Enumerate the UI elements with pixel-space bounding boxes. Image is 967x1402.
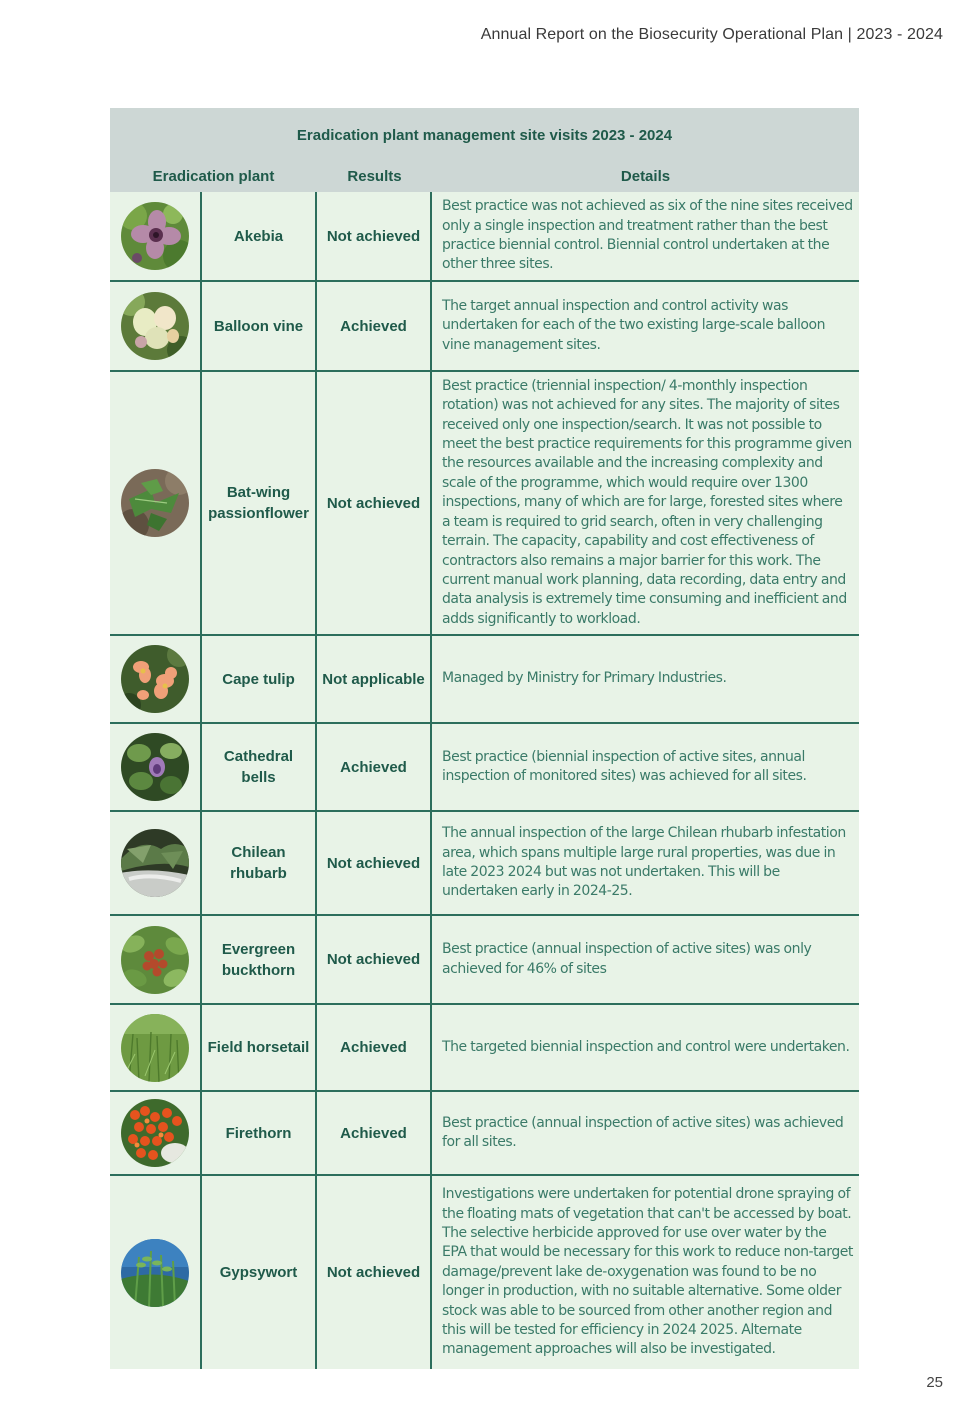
gypsywort-photo xyxy=(121,1239,189,1307)
column-header-details: Details xyxy=(620,168,671,185)
plant-name: Gypsywort xyxy=(202,1176,317,1369)
cathedral-bells-photo xyxy=(121,733,189,801)
table-row xyxy=(110,372,859,636)
column-header-results: Results xyxy=(347,168,402,185)
details-text: Best practice (triennial inspection/ 4-monthly inspection rotation) was not achieved for any sites. The majority of sites received only one inspection/search. It was not possible to meet the best practice requirements for this programme given the resources available and the increasing complexity and scale of the programme, which would require over 1300 inspections, many of which are for large, forested sites where a team is required to grid search, often in very challenging terrain. The capacity, capability and cost effectiveness of contractors also remains a major barrier for this work. The current manual work planning, data recording, data entry and data analysis is extremely time consuming and inefficient and adds significantly to workload. xyxy=(442,377,852,627)
table-title: Eradication plant management site visits 2023 - 2024 xyxy=(110,108,859,160)
details-text: Best practice was not achieved as six of the nine sites received only a single inspection and treatment rather than the best practice biennial control. Biennial control undertaken at the other three sites. xyxy=(442,198,853,273)
details-text: Investigations were undertaken for potential drone spraying of the floating mats of vegetation that can't be accessed by boat. The selective herbicide approved for use over water by the EPA that would be necessary for this work to reduce non-target damage/prevent lake de-oxygenation was found to be no longer in production, with no suitable alternative. Some older stock was able to be sourced from other another region and this will be tested for efficiency in 2024 2025. Alternate management approaches will also be investigated. xyxy=(442,1186,853,1358)
table-row xyxy=(110,916,859,1005)
table-row xyxy=(110,1176,859,1369)
plant-name: Evergreen buckthorn xyxy=(202,916,317,1003)
plant-name: Akebia xyxy=(202,192,317,280)
eradication-table xyxy=(110,108,859,1369)
table-row xyxy=(110,282,859,372)
table-row xyxy=(110,724,859,812)
result-status: Achieved xyxy=(317,282,432,370)
evergreen-buckthorn-photo xyxy=(121,926,189,994)
page-header: Annual Report on the Biosecurity Operational Plan | 2023 - 2024 xyxy=(480,26,943,43)
result-status: Not achieved xyxy=(317,1176,432,1369)
details-text: Best practice (annual inspection of active sites) was achieved for all sites. xyxy=(442,1114,844,1150)
details-text: Best practice (biennial inspection of active sites, annual inspection of monitored sites) was achieved for all sites. xyxy=(442,748,807,784)
table-row xyxy=(110,812,859,916)
firethorn-photo xyxy=(121,1099,189,1167)
result-status: Not applicable xyxy=(317,636,432,722)
plant-name: Firethorn xyxy=(202,1092,317,1174)
details-text: The targeted biennial inspection and control were undertaken. xyxy=(442,1038,850,1055)
result-status: Not achieved xyxy=(317,192,432,280)
balloon-vine-photo xyxy=(121,292,189,360)
result-status: Achieved xyxy=(317,1005,432,1090)
result-status: Achieved xyxy=(317,724,432,810)
table-row xyxy=(110,1005,859,1092)
plant-name: Cathedral bells xyxy=(202,724,317,810)
plant-name: Field horsetail xyxy=(202,1005,317,1090)
chilean-rhubarb-photo xyxy=(121,829,189,897)
table-row xyxy=(110,636,859,724)
details-text: Managed by Ministry for Primary Industries. xyxy=(442,670,727,687)
result-status: Not achieved xyxy=(317,372,432,634)
table-row xyxy=(110,192,859,282)
column-header-plant: Eradication plant xyxy=(152,168,275,185)
field-horsetail-photo xyxy=(121,1014,189,1082)
akebia-flower-photo xyxy=(121,202,189,270)
details-text: Best practice (annual inspection of active sites) was only achieved for 46% of sites xyxy=(442,941,812,977)
plant-name: Bat-wing passionflower xyxy=(202,372,317,634)
result-status: Not achieved xyxy=(317,812,432,914)
plant-name: Cape tulip xyxy=(202,636,317,722)
details-text: The target annual inspection and control activity was undertaken for each of the two existing large-scale balloon vine management sites. xyxy=(442,297,826,353)
table-row xyxy=(110,1092,859,1176)
bat-wing-passionflower-photo xyxy=(121,469,189,537)
table-header-row xyxy=(110,160,859,192)
page-number: 25 xyxy=(926,1374,943,1391)
details-text: The annual inspection of the large Chilean rhubarb infestation area, which spans multiple large rural properties, was due in late 2023 2024 but was not undertaken. This will be undertaken early in 2024-25. xyxy=(442,825,846,900)
plant-name: Chilean rhubarb xyxy=(202,812,317,914)
result-status: Achieved xyxy=(317,1092,432,1174)
cape-tulip-photo xyxy=(121,645,189,713)
result-status: Not achieved xyxy=(317,916,432,1003)
plant-name: Balloon vine xyxy=(202,282,317,370)
